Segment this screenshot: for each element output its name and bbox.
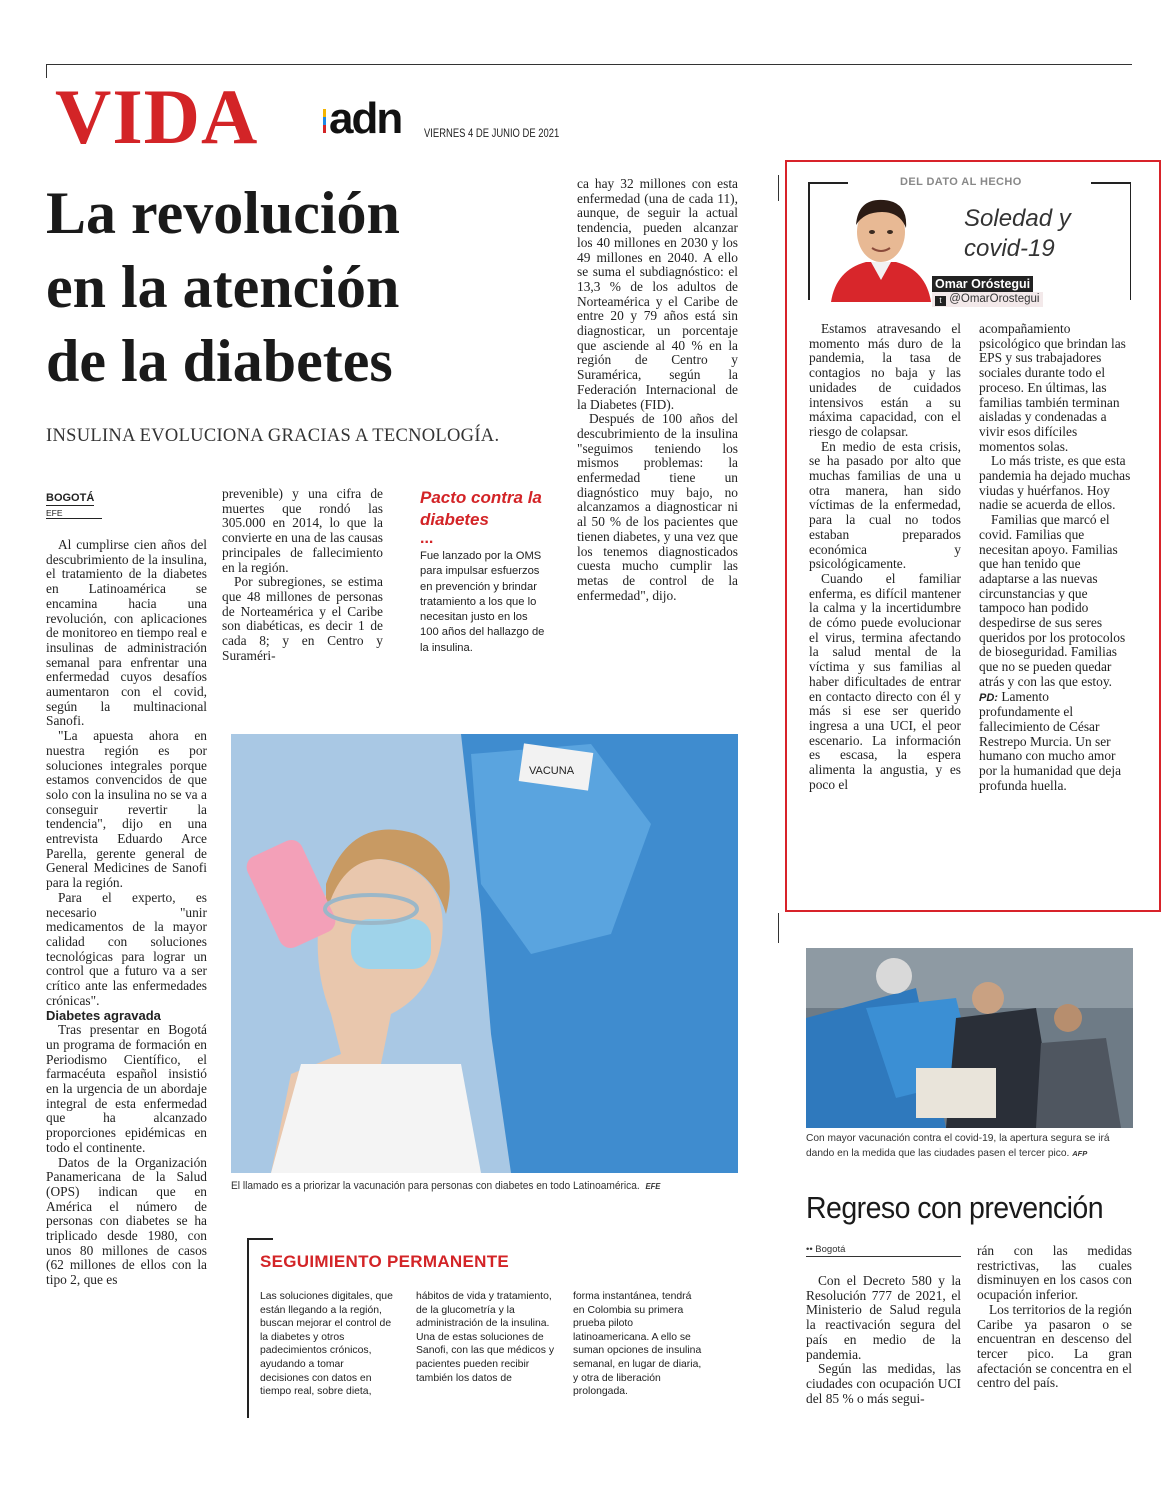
- dateline: [46, 486, 206, 519]
- article-col-4: [577, 177, 738, 701]
- top-rule: [46, 64, 1132, 65]
- twitter-icon: t: [935, 296, 946, 306]
- section-title: VIDA: [55, 73, 259, 160]
- postscript-text: Lamento profundamente el fallecimiento de César Restrepo Murcia. Un ser humano con mucho amor por la humanidad que deja profunda huella.: [979, 688, 1122, 793]
- regreso-text-b: [977, 1244, 1132, 1424]
- article-paragraph: ca hay 32 millones con esta enfermedad (una de cada 11), aunque, de seguir la actual tendencia, pueden alcanzar los 40 millones en 2030 y los 49 millones en 2040. A ello se suma el subdiagnóstico: el 13,3 % de los adultos de Norteamérica y el Caribe de entre 20 y 79 años está sin diagnosticar, un porcentaje que asciende al 40 % en la región de Centro y Suramérica, según la Federación Internacional de la Diabetes (FID).: [577, 177, 738, 412]
- article-paragraph: Datos de la Organización Panamericana de la Salud (OPS) indican que en América el número de personas con diabetes se ha triplicado desde 1980, con unos 80 millones de casos (62 millones de ellos con la tipo 2, que es: [46, 1154, 207, 1288]
- author-photo: [826, 190, 936, 302]
- vaccination-photo: [231, 734, 738, 1173]
- seguimiento-border-left: [247, 1238, 249, 1418]
- regreso-paragraph: rán con las medidas restrictivas, las cuales disminuyen en los casos con ocupación inferior.: [977, 1244, 1132, 1303]
- photo-caption: [231, 1180, 718, 1192]
- column-text-a: [809, 322, 961, 882]
- regreso-location: Bogotá: [815, 1244, 846, 1255]
- column-paragraph: En medio de esta crisis, se ha pasado por alto que muchas familias de una u otra manera, han sido víctimas de la enfermedad, para la cual no todos estaban preparados económica y psicológicamente.: [809, 438, 961, 572]
- column-author: Omar Oróstegui: [932, 276, 1033, 292]
- frame-line-left: [808, 182, 810, 300]
- seguimiento-title: SEGUIMIENTO PERMANENTE: [260, 1252, 510, 1271]
- column-handle-row: [932, 292, 1043, 307]
- edition-date: VIERNES 4 DE JUNIO DE 2021: [424, 128, 560, 140]
- right-column-rule-lower: [778, 913, 779, 943]
- article-paragraph: "La apuesta ahora en nuestra región es por soluciones integrales porque estamos convencidos de que solo con la insulina no se va a conseguir revertir la tendencia", dijo en una entrevista Eduardo Arce Parella, gerente general de General Medicines de Sanofi para la región.: [46, 728, 207, 891]
- column-paragraph: acompañamiento psicológico que brindan las EPS y sus trabajadores sociales durante todo el proceso. En últimas, las familias también terminan aisladas y condenadas a vivir esos difíciles momentos solas.: [979, 322, 1126, 454]
- regreso-photo-credit: AFP: [1072, 1148, 1088, 1158]
- top-rule-tick: [46, 64, 47, 78]
- column-paragraph: Familias que marcó el covid. Familias que necesitan apoyo. Familias que han tenido que adaptarse a las nuevas circunstancias y que tampoco han podido despedirse de sus seres queridos por los protocolos de bioseguridad. Familias que no se pueden quedar atrás y con las que estoy.: [979, 512, 1126, 689]
- regreso-dateline: [806, 1244, 961, 1257]
- pacto-text: Fue lanzado por la OMS para impulsar esfuerzos en prevención y brindar tratamiento a los que lo necesitan justo en los 100 años del hallazgo de la insulina.: [420, 550, 545, 654]
- right-column-rule: [778, 175, 779, 201]
- dateline-location: BOGOTÁ: [46, 492, 95, 504]
- regreso-paragraph: Los territorios de la región Caribe ya pasaron o se encuentran en descenso del tercer pico. La gran afectación se concentra en el centro del país.: [977, 1301, 1132, 1391]
- article-paragraph: Para el experto, es necesario "unir medicamentos de la mayor calidad con soluciones tecnológicas para lograr un control que a futuro va a ser crítico ante las enfermedades crónicas".: [46, 889, 207, 1008]
- regreso-illustration: [806, 948, 1133, 1128]
- article-paragraph: Por subregiones, se estima que 48 millones de personas de Norteamérica y el Caribe son diabéticas, es decir 1 de cada 8; y en Centro y Suraméri-: [222, 574, 383, 663]
- article-paragraph: Tras presentar en Bogotá un programa de formación en Periodismo Científico, el farmacéuta español insistió en la urgencia de un abordaje integral de esta enfermedad que ha alcanzado proporciones epidémicas en todo el continente.: [46, 1022, 207, 1155]
- article-paragraph: prevenible) y una cifra de muertes que rondó las 305.000 en 2014, lo que la convierte en una de las causas principales de fallecimiento en la región.: [222, 487, 383, 575]
- bullet-icon: ••: [806, 1244, 813, 1255]
- regreso-paragraph: Con el Decreto 580 y la Resolución 777 de 2021, el Ministerio de Salud regula la reactivación segura del país en medio de la pandemia.: [806, 1274, 961, 1362]
- photo-label: VACUNA: [529, 765, 575, 777]
- author-portrait: [826, 190, 936, 302]
- column-kicker: DEL DATO AL HECHO: [900, 176, 1022, 188]
- seguimiento-col-1: Las soluciones digitales, que están llegando a la región, buscan mejorar el control de la diabetes y otros padecimientos crónicos, ayudando a tomar decisiones con datos en tiempo real, sobre dieta,: [260, 1291, 393, 1398]
- regreso-caption-text: Con mayor vacunación contra el covid-19, la apertura segura se irá dando en la medida que las ciudades pasen el tercer pico.: [806, 1133, 1110, 1159]
- regreso-paragraph: Según las medidas, las ciudades con ocupación UCI del 85 % o más segui-: [806, 1361, 961, 1406]
- article-col-1: [46, 538, 207, 1423]
- pacto-title: Pacto contra la diabetes: [420, 488, 542, 529]
- frame-line-right: [1130, 182, 1132, 300]
- seguimiento-box: [247, 1238, 707, 1418]
- column-handle: @OmarOrostegui: [949, 293, 1040, 305]
- column-title-line-2: covid-19: [964, 235, 1055, 262]
- column-title-line-1: Soledad y: [964, 205, 1071, 232]
- column-text-b: [979, 322, 1131, 884]
- brand-logo-text: adn: [329, 94, 402, 143]
- article-paragraph: Después de 100 años del descubrimiento de la insulina "seguimos teniendo los mismos problemas: la enfermedad tiene un diagnóstico muy bajo, no alcanzamos a diagnosticar ni al 50 % de los pacientes que tienen diabetes, y una vez que los tenemos diagnosticados cuesta mucho cumplir las metas de control de la enfermedad", dijo.: [577, 411, 738, 603]
- headline-line-1: La revolución: [46, 180, 400, 246]
- headline: [46, 176, 566, 398]
- frame-line-top-right: [1091, 182, 1131, 184]
- column-paragraph: Lo más triste, es que esta pandemia ha dejado muchas viudas y huérfanos. Hoy nadie se acuerda de ellos.: [979, 453, 1131, 513]
- seguimiento-col-2: hábitos de vida y tratamiento, de la glucometría y la administración de la insulina. Una de estas soluciones de Sanofi, con las que médicos y pacientes pueden recibir también los datos de: [416, 1291, 555, 1384]
- article-col-2: [222, 487, 383, 683]
- brand-logo: [323, 94, 413, 148]
- headline-line-3: de la diabetes: [46, 328, 393, 394]
- seguimiento-border-top: [247, 1238, 273, 1240]
- pacto-box: [420, 487, 548, 656]
- brand-logo-bar: [323, 109, 326, 133]
- subhead-diabetes-agravada: Diabetes agravada: [46, 1007, 161, 1023]
- headline-line-2: en la atención: [46, 254, 400, 320]
- frame-line-top-left: [808, 182, 848, 184]
- dateline-agency: EFE: [46, 508, 102, 519]
- subheadline: INSULINA EVOLUCIONA GRACIAS A TECNOLOGÍA.: [46, 426, 500, 446]
- column-paragraph: Estamos atravesando el momento más duro de la pandemia, la tasa de contagios no baja y las unidades de cuidados intensivos están a su máxima capacidad, con el riesgo de colapsar.: [809, 322, 961, 439]
- vaccination-illustration: [231, 734, 738, 1173]
- postscript-label: PD:: [979, 691, 998, 704]
- article-paragraph: Al cumplirse cien años del descubrimiento de la insulina, el tratamiento de la diabetes en Latinoamérica se encamina hacia una revolución, con aplicaciones de monitoreo en tiempo real e insulinas de administración semanal para enfrentar una enfermedad cuyos desafíos aumentaron con el covid, según la multinacional Sanofi.: [46, 538, 207, 729]
- photo-credit: EFE: [645, 1182, 661, 1191]
- column-postscript: [979, 690, 1131, 794]
- regreso-photo-caption: [806, 1132, 1136, 1161]
- regreso-photo: [806, 948, 1133, 1128]
- regreso-headline: Regreso con prevención: [806, 1190, 1104, 1225]
- photo-caption-text: El llamado es a priorizar la vacunación para personas con diabetes en todo Latinoamérica.: [231, 1180, 640, 1192]
- column-title: [964, 204, 1071, 264]
- seguimiento-col-3: forma instantánea, tendrá en Colombia su primera prueba piloto latinoamericana. A ello se suman opciones de insulina semanal, en lugar de diaria, y otra de liberación prolongada.: [573, 1291, 702, 1398]
- regreso-text-a: [806, 1274, 961, 1422]
- column-paragraph: Cuando el familiar enferma, es difícil mantener la calma y la incertidumbre de cómo puede evolucionar el virus, termina afectando la salud mental de la víctima y sus familias al haber dificultades de entrar en contacto directo con él y más si ese ser querido ingresa a una UCI, el peor escenario. La información es escasa, la espera alimenta la angustia, y es poco el: [809, 570, 961, 792]
- pacto-dots: ...: [420, 530, 434, 547]
